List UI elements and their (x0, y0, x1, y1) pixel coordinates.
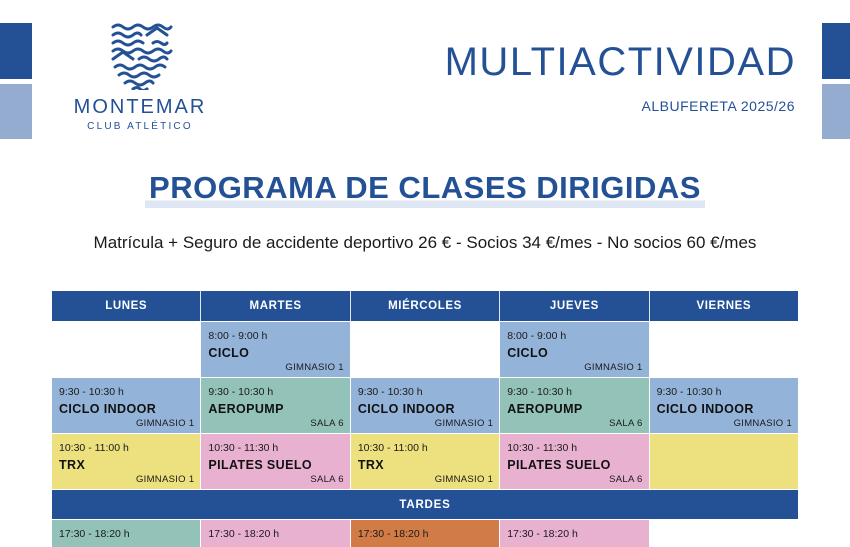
class-name: AEROPUMP (208, 402, 284, 416)
class-time: 17:30 - 18:20 h (208, 528, 280, 540)
class-name: CICLO INDOOR (357, 402, 455, 416)
class-slot (500, 520, 649, 547)
class-slot (201, 434, 350, 489)
class-room: GIMNASIO 1 (135, 474, 195, 485)
empty-slot (650, 322, 798, 377)
class-time: 17:30 - 18:20 h (357, 528, 429, 540)
class-slot (52, 520, 201, 547)
class-slot (351, 378, 500, 433)
class-room: SALA 6 (310, 474, 344, 485)
decor-bar-left-light (0, 84, 32, 139)
class-slot (52, 434, 201, 489)
class-time: 8:00 - 9:00 h (208, 330, 268, 342)
class-name: PILATES SUELO (507, 458, 611, 472)
wave-shield-icon (107, 22, 173, 90)
class-slot (351, 520, 500, 547)
class-time: 10:30 - 11:00 h (357, 442, 428, 454)
class-name: CICLO INDOOR (59, 402, 157, 416)
afternoon-section-header: TARDES (52, 489, 798, 519)
class-slot (500, 434, 649, 489)
day-header-row (52, 291, 798, 321)
class-time: 17:30 - 18:20 h (59, 528, 130, 540)
day-header-jueves: JUEVES (500, 291, 649, 321)
class-slot (500, 322, 649, 377)
class-name: PILATES SUELO (208, 458, 312, 472)
day-header-martes: MARTES (201, 291, 350, 321)
class-slot (201, 378, 350, 433)
club-name: MONTEMAR (73, 96, 207, 118)
class-slot (500, 378, 649, 433)
class-slot (201, 520, 350, 547)
class-room: GIMNASIO 1 (285, 362, 344, 373)
table-row (52, 519, 798, 547)
table-row (52, 433, 798, 489)
class-time: 9:30 - 10:30 h (59, 386, 124, 398)
class-time: 10:30 - 11:30 h (208, 442, 279, 454)
class-time: 17:30 - 18:20 h (507, 528, 578, 540)
table-row (52, 321, 798, 377)
day-header-lunes: LUNES (52, 291, 201, 321)
class-name: TRX (59, 458, 86, 472)
class-slot (650, 378, 798, 433)
decor-bar-left-dark (0, 23, 32, 79)
page-title: MULTIACTIVIDAD (444, 40, 796, 84)
empty-slot (52, 322, 201, 377)
location-season: ALBUFERETA 2025/26 (641, 98, 795, 114)
class-time: 9:30 - 10:30 h (656, 386, 722, 398)
class-time: 10:30 - 11:30 h (507, 442, 578, 454)
class-name: AEROPUMP (507, 402, 583, 416)
class-time: 9:30 - 10:30 h (357, 386, 423, 398)
schedule-table (52, 291, 798, 547)
class-name: CICLO INDOOR (656, 402, 754, 416)
class-room: SALA 6 (609, 474, 643, 485)
day-header-miercoles: MIÉRCOLES (351, 291, 500, 321)
class-slot (52, 378, 201, 433)
class-room: GIMNASIO 1 (584, 362, 643, 373)
empty-colored-slot (650, 434, 798, 489)
class-time: 10:30 - 11:00 h (59, 442, 129, 454)
class-time: 9:30 - 10:30 h (208, 386, 274, 398)
table-row (52, 377, 798, 433)
club-logo (60, 22, 220, 132)
class-slot (201, 322, 350, 377)
program-heading (0, 170, 850, 208)
class-room: SALA 6 (609, 418, 643, 429)
empty-slot (351, 322, 500, 377)
program-title-text: PROGRAMA DE CLASES DIRIGIDAS (145, 170, 705, 208)
class-room: SALA 6 (310, 418, 344, 429)
class-slot (351, 434, 500, 489)
pricing-info: Matrícula + Seguro de accidente deportivo 26 € - Socios 34 €/mes - No socios 60 €/mes (93, 233, 757, 252)
class-room: GIMNASIO 1 (135, 418, 195, 429)
class-name: CICLO (507, 346, 549, 360)
club-subtitle: CLUB ATLÉTICO (87, 121, 193, 132)
day-header-viernes: VIERNES (650, 291, 798, 321)
class-room: GIMNASIO 1 (434, 474, 494, 485)
decor-bar-right-light (822, 84, 850, 139)
class-time: 8:00 - 9:00 h (507, 330, 567, 342)
class-name: TRX (357, 458, 385, 472)
class-name: CICLO (208, 346, 250, 360)
empty-slot (650, 520, 798, 547)
decor-bar-right-dark (822, 23, 850, 79)
class-room: GIMNASIO 1 (733, 418, 793, 429)
class-time: 9:30 - 10:30 h (507, 386, 573, 398)
class-room: GIMNASIO 1 (434, 418, 494, 429)
